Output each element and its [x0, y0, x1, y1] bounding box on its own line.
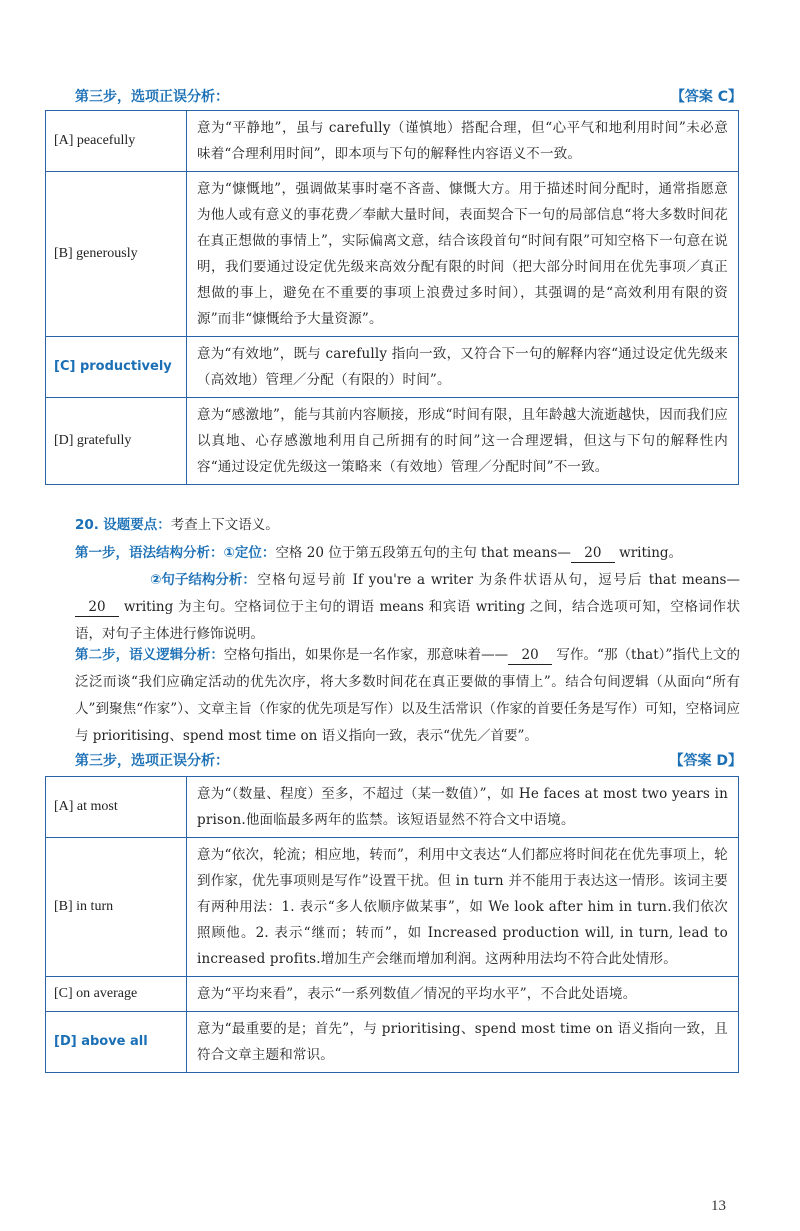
q20-step2: [75, 642, 740, 750]
option-row: [46, 1012, 739, 1073]
q20-step2-text-a: 空格句指出，如果你是一名作家，那意味着——: [223, 647, 509, 663]
option-label: [B] in turn: [46, 838, 187, 977]
option-label: [C] on average: [46, 977, 187, 1012]
option-row: [46, 111, 739, 172]
option-label: [C] productively: [46, 337, 187, 398]
option-row: [46, 398, 739, 485]
option-explanation: 意为“感激地”，能与其前内容顺接，形成“时间有限，且年龄越大流逝越快，因而我们应以真地、心存感激地利用自己所拥有的时间”这一合理逻辑，但这与下句的解释性内容“通过设定优先级这一策略来（有效地）管理／分配时间”不一致。: [187, 398, 739, 485]
q20-step1-label: 第一步，语法结构分析：: [75, 545, 224, 561]
q20-step1: [75, 540, 740, 648]
q20-step2-text-b: 写作。“那（that）”指代上文的泛泛而谈“我们应确定活动的优先次序，将大多数时间花在真正要做的事情上”。结合句间逻辑（从面向“所有人”到聚焦“作家”）、文章主旨（作家的优先项是写作）以及生活常识（作家的首要任务是写作）可知，空格词应与 prioritising、spend most time on 语义指向一致，表示“优先／首要”。: [75, 647, 741, 744]
option-explanation: 意为“有效地”，既与 carefully 指向一致，又符合下一句的解释内容“通过设定优先级来（高效地）管理／分配（有限的）时间”。: [187, 337, 739, 398]
option-row: [46, 337, 739, 398]
section2-answer-label: 【答案 D】: [669, 753, 742, 769]
option-row: [46, 977, 739, 1012]
option-label: [D] gratefully: [46, 398, 187, 485]
q20-step1-text1a: 空格 20 位于第五段第五句的主句 that means—: [275, 545, 571, 561]
blank-20-b: 20: [75, 598, 119, 617]
option-row: [46, 172, 739, 337]
option-explanation: 意为“慷慨地”，强调做某事时毫不吝啬、慷慨大方。用于描述时间分配时，通常指愿意为他人或有意义的事花费／奉献大量时间，表面契合下一句的局部信息“将大多数时间花在真正想做的事情上”，实际偏离文意，结合该段首句“时间有限”可知空格下一句意在说明，我们要通过设定优先级来高效分配有限的时间（把大部分时间用在优先事项／真正想做的事上，避免在不重要的事项上浪费过多时间），其强调的是“高效利用有限的资源”而非“慷慨给予大量资源”。: [187, 172, 739, 337]
option-explanation: 意为“最重要的是；首先”，与 prioritising、spend most time on 语义指向一致，且符合文章主题和常识。: [187, 1012, 739, 1073]
option-explanation: 意为“依次，轮流；相应地，转而”，利用中文表达“人们都应将时间花在优先事项上，轮到作家，优先事项则是写作”设置干扰。但 in turn 并不能用于表达这一情形。该词主要有两种用法：1. 表示“多人依顺序做某事”，如 We look after him in turn.我们依次照顾他。2. 表示“继而；转而”，如 Increased production will, in turn, lead to increased profits.增加生产会继而增加利润。这两种用法均不符合此处情形。: [187, 838, 739, 977]
section1-answer-label: 【答案 C】: [670, 89, 742, 105]
options-table-2: [45, 776, 739, 1073]
option-explanation: 意为“平静地”，虽与 carefully（谨慎地）搭配合理，但“心平气和地利用时间”未必意味着“合理利用时间”，即本项与下句的解释性内容语义不一致。: [187, 111, 739, 172]
q20-step1-sub1: ①定位：: [223, 545, 276, 561]
section1-header: [75, 86, 742, 108]
option-label: [A] at most: [46, 777, 187, 838]
option-explanation: 意为“（数量、程度）至多，不超过（某一数值）”，如 He faces at most two years in prison.他面临最多两年的监禁。该短语显然不符合文中语境。: [187, 777, 739, 838]
q20-step1-text2a: 空格句逗号前 If you're a writer 为条件状语从句，逗号后 that means—: [255, 572, 740, 588]
q20-key-point: [75, 512, 740, 539]
q20-key-label: 设题要点：: [103, 517, 171, 533]
section2-header: [75, 750, 742, 772]
q20-key-text: 考查上下文语义。: [170, 517, 279, 533]
section1-step-label: 第三步，选项正误分析：: [75, 89, 229, 105]
option-label: [D] above all: [46, 1012, 187, 1073]
option-explanation: 意为“平均来看”，表示“一系列数值／情况的平均水平”，不合此处语境。: [187, 977, 739, 1012]
option-row: [46, 777, 739, 838]
q20-step1-text2b: writing 为主句。空格词位于主句的谓语 means 和宾语 writing 之间，结合选项可知，空格词作状语，对句子主体进行修饰说明。: [75, 599, 740, 642]
page-number: 13: [711, 1198, 726, 1214]
blank-20-a: 20: [571, 544, 615, 563]
q20-step1-sub2: ②句子结构分析：: [150, 572, 256, 588]
option-row: [46, 838, 739, 977]
option-label: [A] peacefully: [46, 111, 187, 172]
q20-step1-text1b: writing。: [614, 545, 683, 561]
q20-step2-label: 第二步，语义逻辑分析：: [75, 647, 224, 663]
options-table-1: [45, 110, 739, 485]
section2-step-label: 第三步，选项正误分析：: [75, 753, 229, 769]
q20-number: 20.: [75, 517, 99, 533]
blank-20-c: 20: [508, 646, 552, 665]
option-label: [B] generously: [46, 172, 187, 337]
